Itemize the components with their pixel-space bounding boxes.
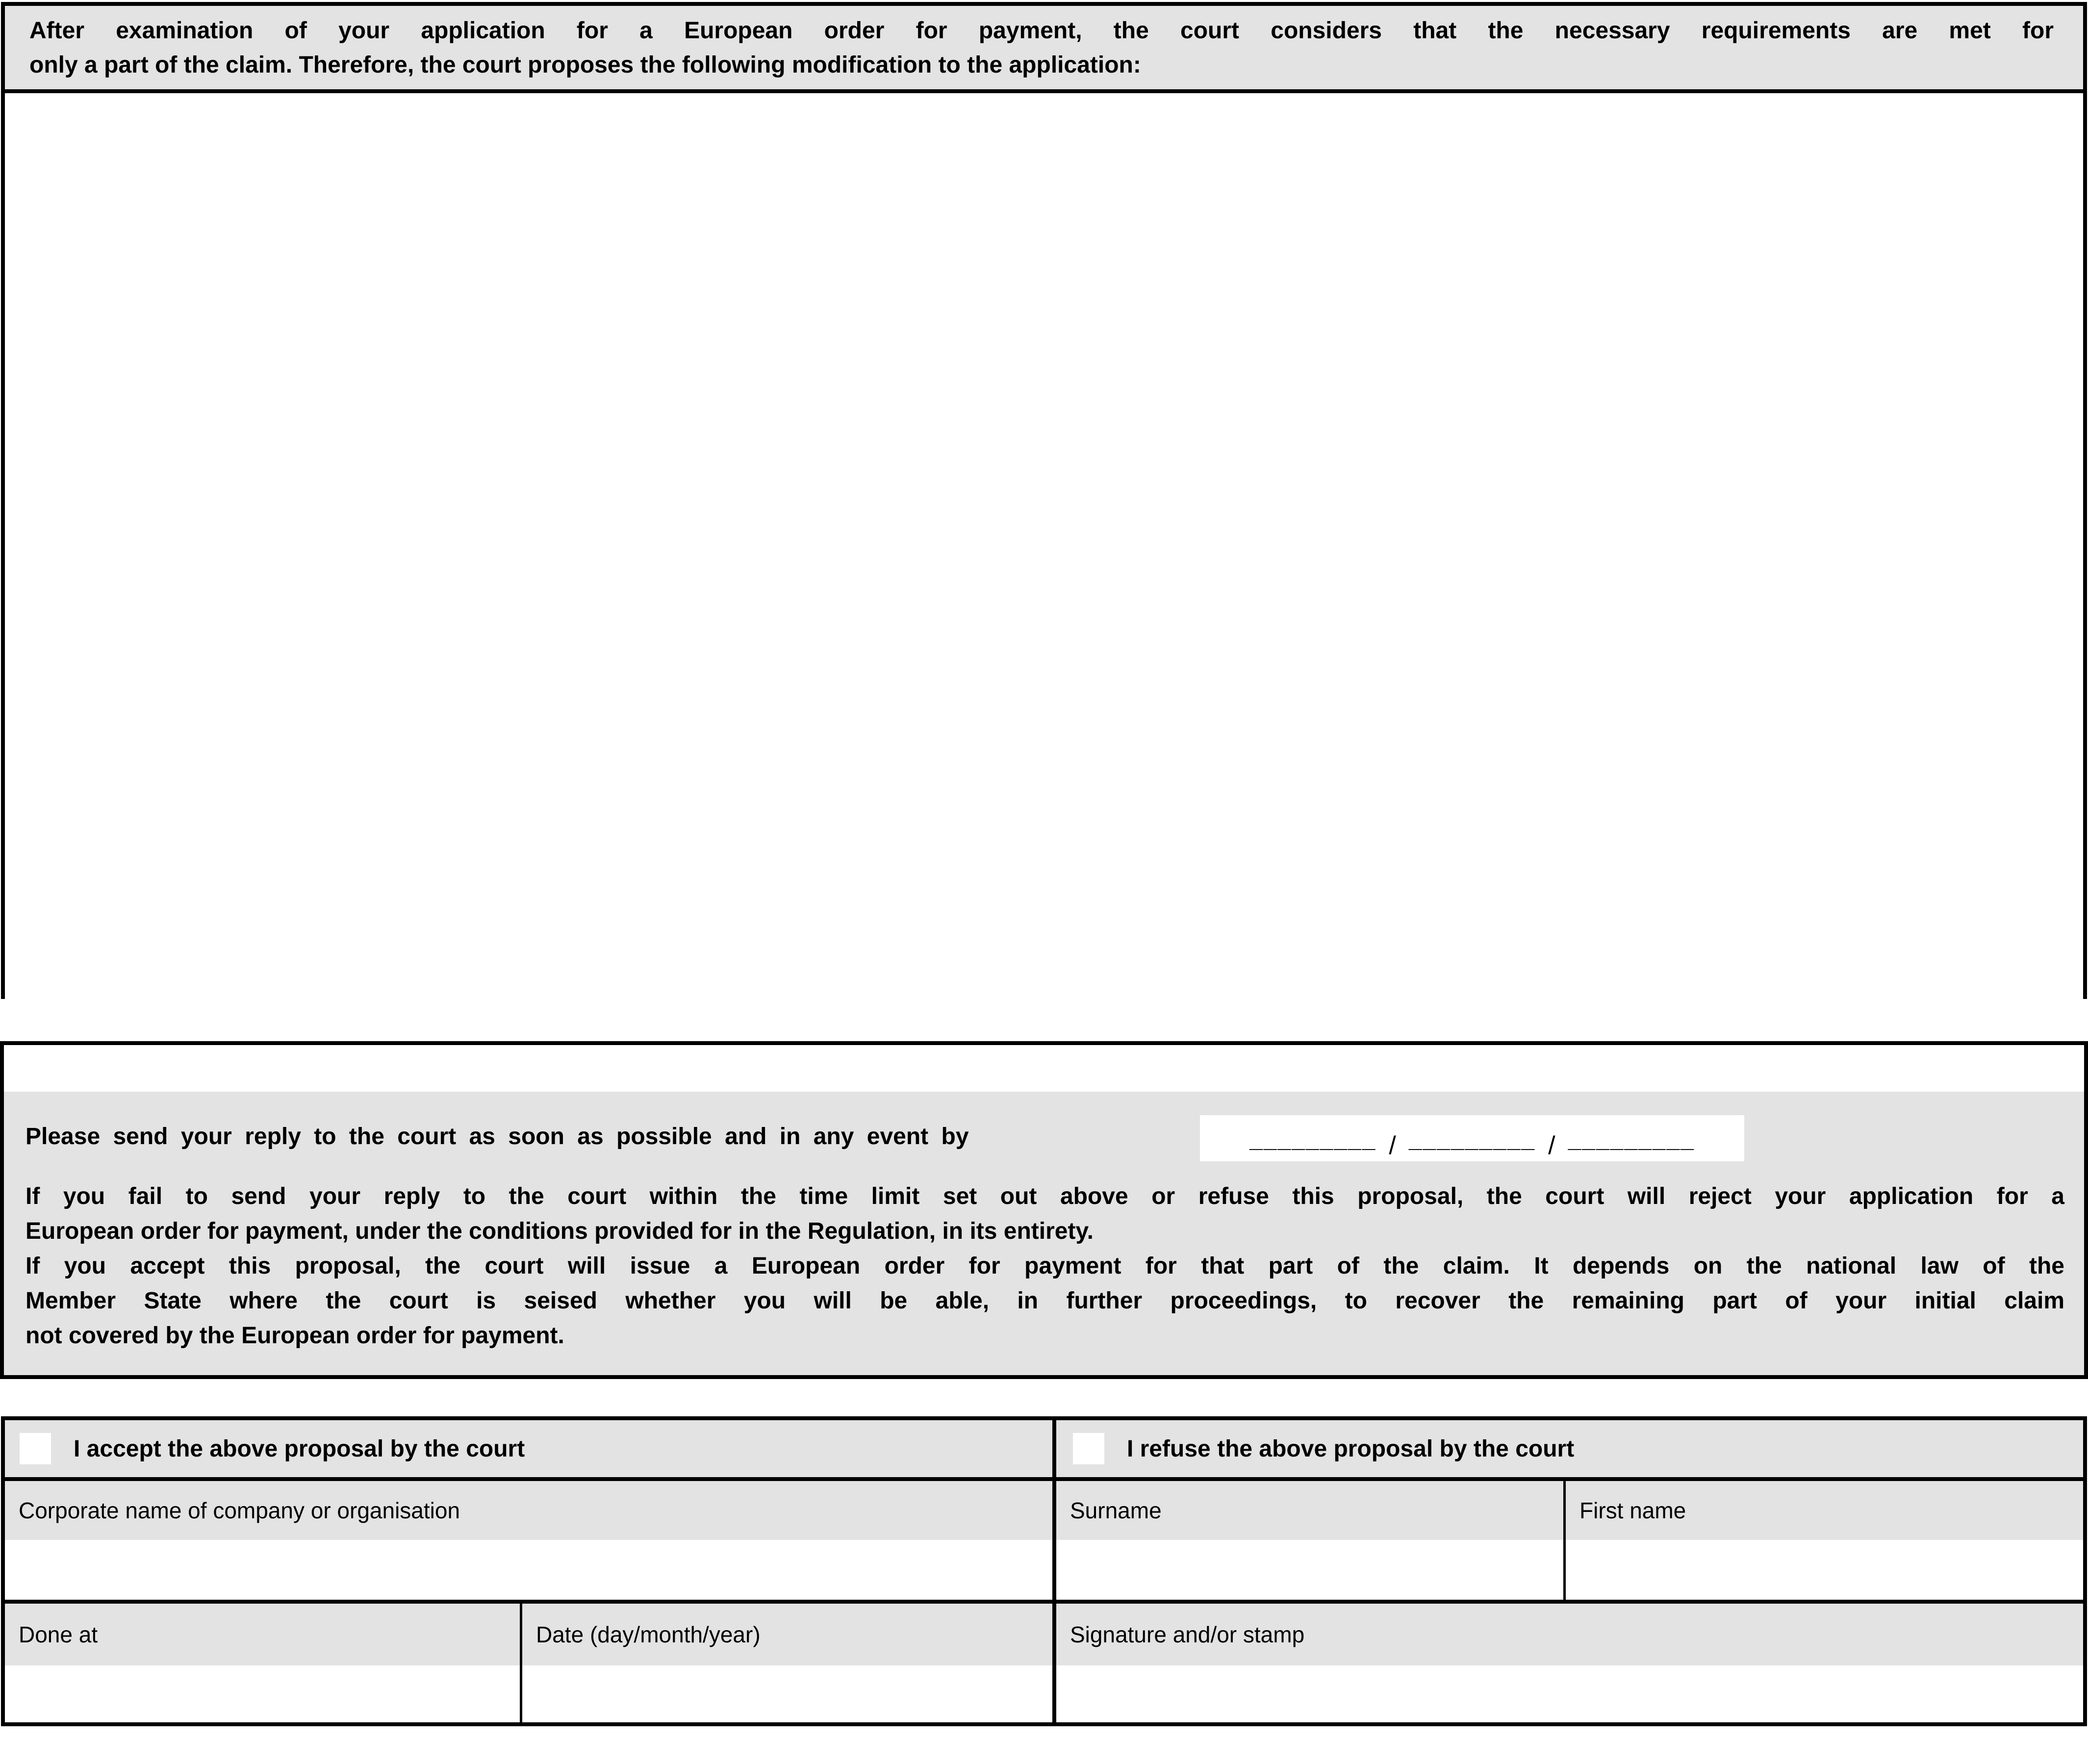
modification-proposal-box (1, 2, 2087, 999)
date-input[interactable] (522, 1665, 1052, 1722)
column-divider (1052, 1420, 1056, 1722)
date-label: Date (day/month/year) (522, 1604, 1052, 1665)
row-divider (5, 1477, 2083, 1481)
reply-box-top-spacer (4, 1045, 2084, 1092)
proposal-header-line-2: only a part of the claim. Therefore, the court proposes the following modification to the application: (29, 52, 1141, 78)
reply-instructions-box (0, 1041, 2088, 1379)
date-separator-icon: / (1548, 1131, 1555, 1160)
date-month-blank[interactable]: _________ (1408, 1126, 1536, 1152)
first-name-input[interactable] (1566, 1540, 2083, 1600)
reply-deadline-date-field[interactable] (1200, 1115, 1744, 1161)
refusal-paragraph-line-2: European order for payment, under the conditions provided for in the Regulation, in its entirety. (25, 1218, 1094, 1244)
accept-label: I accept the above proposal by the court (74, 1435, 525, 1462)
accept-proposal-cell (5, 1420, 1052, 1477)
reply-deadline-line (25, 1116, 2064, 1165)
row-divider (5, 1600, 2083, 1604)
refuse-checkbox[interactable] (1073, 1433, 1104, 1464)
signature-input[interactable] (1056, 1665, 2083, 1722)
refusal-consequences-paragraph (25, 1179, 2064, 1249)
proposal-header (5, 6, 2083, 93)
date-day-blank[interactable]: _________ (1249, 1126, 1376, 1152)
reply-deadline-text: Please send your reply to the court as soon as possible and in any event by (25, 1124, 969, 1150)
refuse-proposal-cell (1056, 1420, 2083, 1477)
acceptance-paragraph-line-2: Member State where the court is seised whether you will be able, in further proceedings, to recover the remaining part of your initial claim (25, 1288, 2064, 1314)
done-at-label: Done at (5, 1604, 520, 1665)
modification-entry-area[interactable] (5, 93, 2083, 999)
corporate-name-label: Corporate name of company or organisation (5, 1481, 1052, 1540)
refuse-label: I refuse the above proposal by the court (1127, 1435, 1575, 1462)
acceptance-consequences-paragraph (25, 1249, 2064, 1353)
first-name-label: First name (1566, 1481, 2083, 1540)
reply-instructions-area (4, 1092, 2084, 1375)
accept-checkbox[interactable] (20, 1433, 51, 1464)
decision-table (1, 1416, 2087, 1726)
proposal-header-line-1: After examination of your application for a European order for payment, the court considers that the necessary requirements are met for (29, 18, 2054, 44)
signature-label: Signature and/or stamp (1056, 1604, 2083, 1665)
surname-label: Surname (1056, 1481, 1563, 1540)
corporate-name-input[interactable] (5, 1540, 1052, 1600)
date-separator-icon: / (1389, 1131, 1396, 1160)
date-year-blank[interactable]: _________ (1568, 1126, 1695, 1152)
acceptance-paragraph-line-1: If you accept this proposal, the court will issue a European order for payment for that part of the claim. It depends on the national law of the (25, 1253, 2064, 1279)
refusal-paragraph-line-1: If you fail to send your reply to the court within the time limit set out above or refuse this proposal, the court will reject your application for a (25, 1183, 2064, 1209)
done-at-input[interactable] (5, 1665, 520, 1722)
acceptance-paragraph-line-3: not covered by the European order for payment. (25, 1323, 564, 1349)
surname-input[interactable] (1056, 1540, 1563, 1600)
